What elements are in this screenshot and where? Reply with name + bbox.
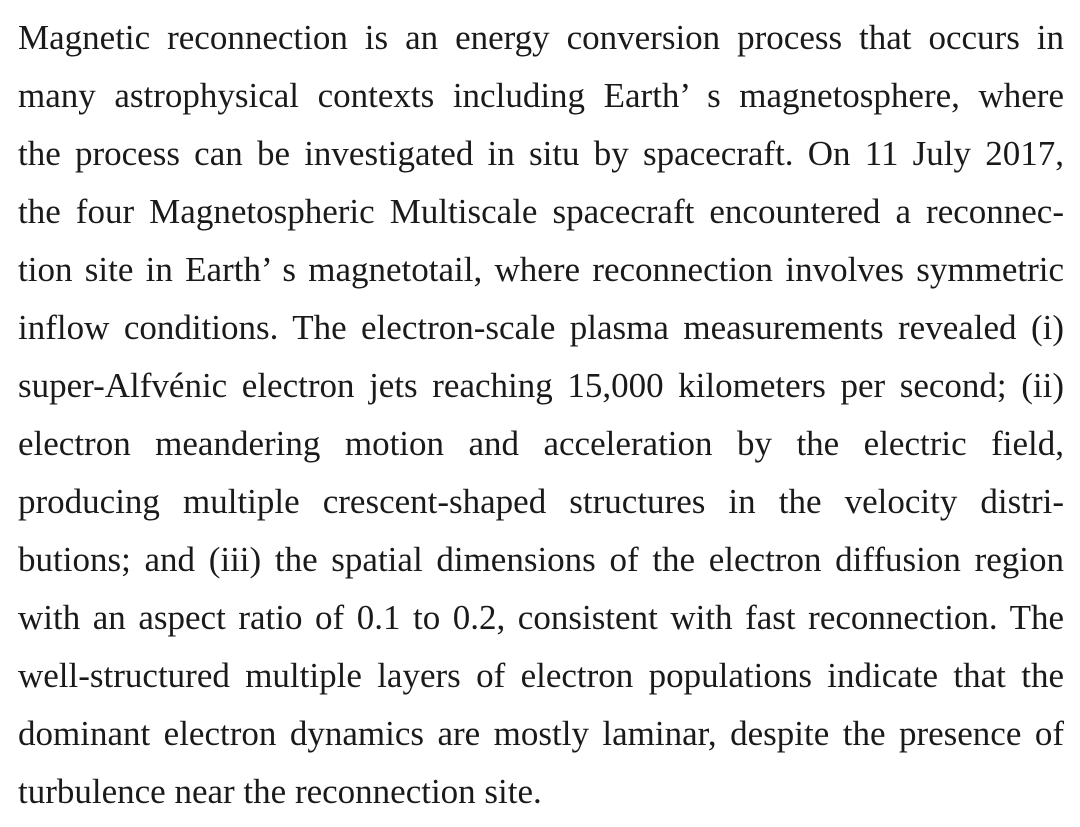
paragraph-line: the process can be investigated in situ by spacecraft. On 11 July 2017,: [18, 134, 1064, 173]
paragraph-line: the four Magnetospheric Multiscale spacecraft encountered a reconnec-: [18, 192, 1064, 231]
paragraph-line: well-structured multiple layers of electron populations indicate that the: [18, 656, 1064, 695]
paragraph-line: electron meandering motion and acceleration by the electric field,: [18, 424, 1064, 463]
paragraph-line: Magnetic reconnection is an energy conversion process that occurs in: [18, 18, 1064, 57]
paragraph-line: tion site in Earth’ s magnetotail, where reconnection involves symmetric: [18, 250, 1064, 289]
paragraph-line: with an aspect ratio of 0.1 to 0.2, consistent with fast reconnection. The: [18, 598, 1064, 637]
paragraph-line: many astrophysical contexts including Earth’ s magnetosphere, where: [18, 76, 1064, 115]
paragraph-line: dominant electron dynamics are mostly laminar, despite the presence of: [18, 714, 1064, 753]
paragraph-line: super-Alfvénic electron jets reaching 15,000 kilometers per second; (ii): [18, 366, 1064, 405]
paragraph-line: producing multiple crescent-shaped structures in the velocity distri-: [18, 482, 1064, 521]
paragraph-line: butions; and (iii) the spatial dimensions of the electron diffusion region: [18, 540, 1064, 579]
paragraph-line: turbulence near the reconnection site.: [18, 772, 542, 811]
paragraph-line: inflow conditions. The electron-scale plasma measurements revealed (i): [18, 308, 1064, 347]
